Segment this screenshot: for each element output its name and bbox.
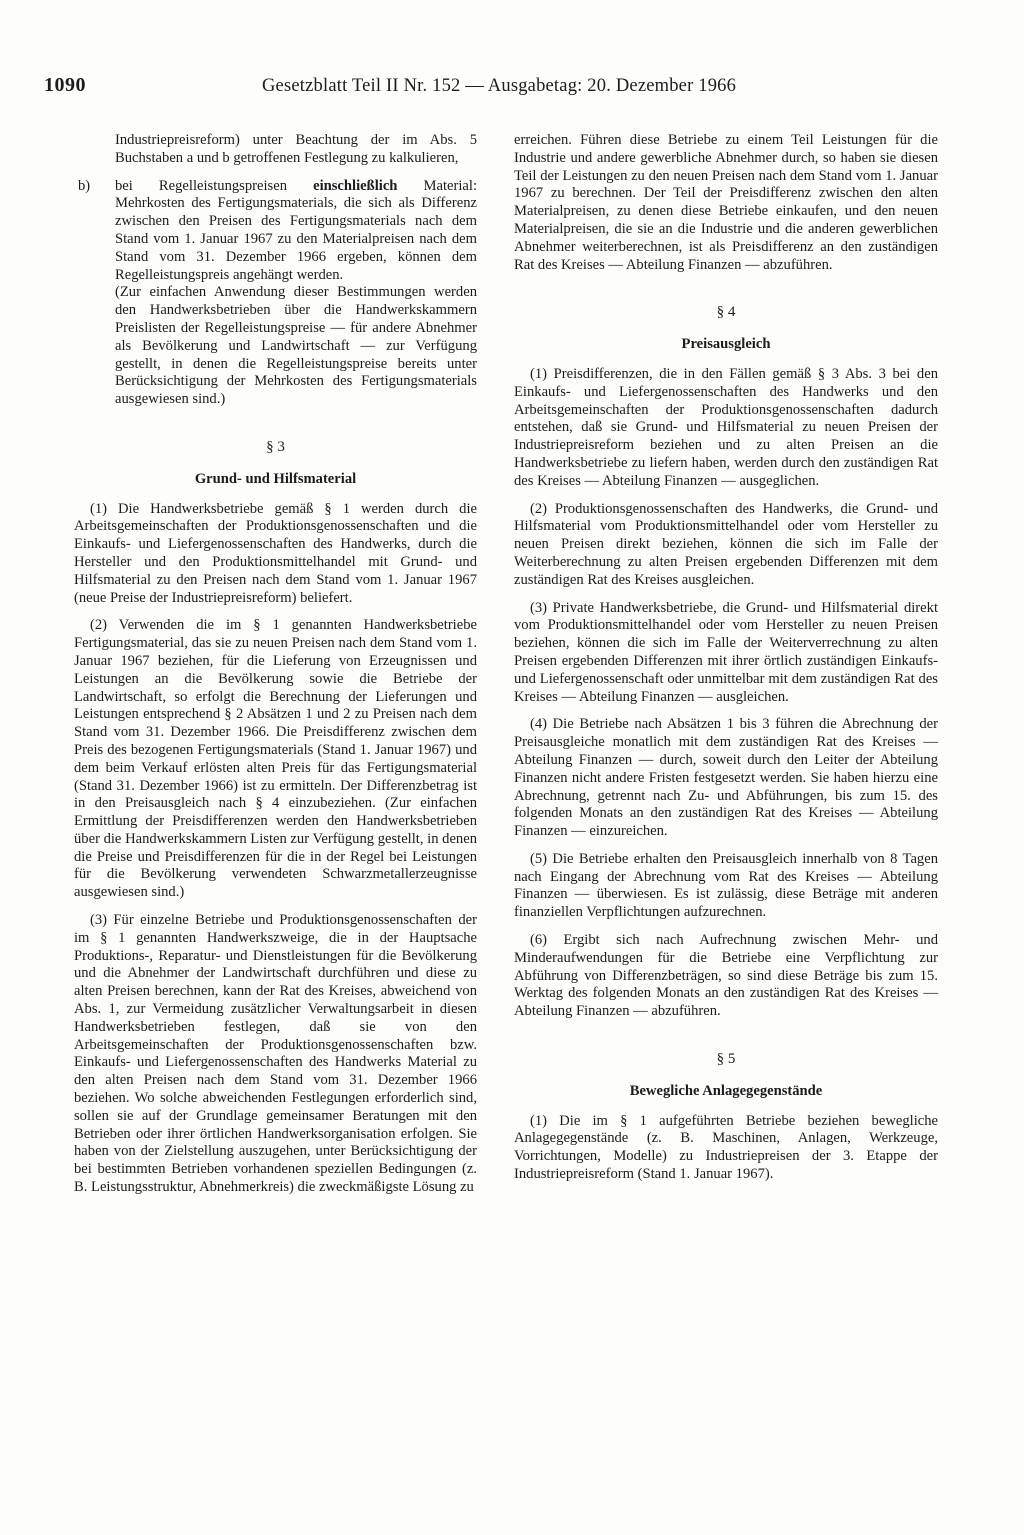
page-number: 1090 xyxy=(44,74,86,96)
continued-paragraph: erreichen. Führen diese Betriebe zu einem Teil Leistungen für die Industrie und andere gewerbliche Abnehmer durch, so haben sie diesen Teil der Leistungen zu den neuen Preisen nach dem Stand vom 1. Januar 1967 zu berechnen. Der Teil der Preisdifferenz zwischen den alten Materialpreisen, zu denen diese Betriebe einkaufen, und den neuen Materialpreisen, die sie an die Industrie und die anderen gewerblichen Abnehmer weiterberechnen, ist als Preisdifferenz an den zuständigen Rat des Kreises — Abteilung Finanzen — abzuführen. xyxy=(514,132,938,273)
left-column xyxy=(74,132,477,1197)
right-column xyxy=(514,132,938,1184)
paragraph: (1) Preisdifferenzen, die in den Fällen gemäß § 3 Abs. 3 bei den Einkaufs- und Liefergenossenschaften des Handwerks und den Arbeitsgemeinschaften der Produktionsgenossenschaften dadurch entstehen, daß sie Grund- und Hilfsmaterial zu neuen Preisen der Industriepreisreform beziehen und zu alten Preisen an die Handwerksbetriebe zu liefern haben, werden durch den zuständigen Rat des Kreises — Abteilung Finanzen — ausgeglichen. xyxy=(514,365,938,489)
page-header-title: Gesetzblatt Teil II Nr. 152 — Ausgabetag: 20. Dezember 1966 xyxy=(262,76,737,96)
list-item-text-end: Material: Mehrkosten des Fertigungsmaterials, die sich als Differenz zwischen den Preisen des Fertigungsmaterials nach dem Stand vom 1. Januar 1967 zu den Materialpreisen nach dem Stand vom 31. Dezember 1966 ergeben, können dem Regelleistungspreis angehängt werden. xyxy=(115,177,477,283)
continued-paragraph: Industriepreisreform) unter Beachtung der im Abs. 5 Buchstaben a und b getroffenen Festlegung zu kalkulieren, xyxy=(115,132,477,166)
section-4-number: § 4 xyxy=(716,304,736,321)
paragraph: (2) Produktionsgenossenschaften des Handwerks, die Grund- und Hilfsmaterial vom Produktionsmittelhandel oder vom Hersteller zu neuen Preisen direkt beziehen, können die sich im Falle der Weiterberechnung zu alten Preisen ergebenden Differenzen mit dem zuständigen Rat des Kreises ausgleichen. xyxy=(514,500,938,588)
list-item-b xyxy=(74,178,477,409)
paragraph: (6) Ergibt sich nach Aufrechnung zwischen Mehr- und Minderaufwendungen für die Betriebe eine Verpflichtung zur Abführung von Differenzbeträgen, so sind diese Beträge bis zum 15. Werktag des folgenden Monats an den zuständigen Rat des Kreises — Abteilung Finanzen — abzuführen. xyxy=(514,932,938,1020)
list-item-note: (Zur einfachen Anwendung dieser Bestimmungen werden den Handwerksbetrieben über die Handwerkskammern Preislisten der Regelleistungspreise — für andere Abnehmer als Bevölkerung und Landwirtschaft — zur Verfügung gestellt, in denen die Regelleistungspreise bereits unter Berücksichtigung der Mehrkosten des Fertigungsmaterials ausgewiesen sind.) xyxy=(115,284,477,408)
paragraph: (5) Die Betriebe erhalten den Preisausgleich innerhalb von 8 Tagen nach Eingang der Abrechnung vom Rat des Kreises — Abteilung Finanzen — überwiesen. Es ist zulässig, diese Beträge mit anderen finanziellen Verpflichtungen aufzurechnen. xyxy=(514,850,938,921)
paragraph: (4) Die Betriebe nach Absätzen 1 bis 3 führen die Abrechnung der Preisausgleiche monatlich mit dem zuständigen Rat des Kreises — Abteilung Finanzen — durch, soweit durch den Leiter der Abteilung Finanzen nicht andere Fristen festgesetzt werden. Sie haben hierzu eine Abrechnung, getrennt nach Zu- und Abführungen, bis zum 15. des folgenden Monats an den zuständigen Rat des Kreises — Abteilung Finanzen — einzureichen. xyxy=(514,716,938,840)
list-marker: b) xyxy=(78,177,91,194)
section-3-number: § 3 xyxy=(266,438,285,455)
section-3-title: Grund- und Hilfsmaterial xyxy=(194,470,357,487)
paragraph: (1) Die im § 1 aufgeführten Betriebe beziehen bewegliche Anlagegegenstände (z. B. Maschinen, Anlagen, Werkzeuge, Vorrichtungen, Modelle) zu Industriepreisen der 3. Etappe der Industriepreisreform (Stand 1. Januar 1967). xyxy=(514,1112,938,1183)
list-item-text-start: bei Regelleistungspreisen xyxy=(115,177,314,194)
paragraph: (3) Private Handwerksbetriebe, die Grund- und Hilfsmaterial direkt vom Produktionsmittelhandel oder vom Hersteller zu neuen Preisen beziehen, können die sich im Falle der Weiterverrechnung zu alten Preisen ergebenden Differenzen mit ihrer örtlich zuständigen Einkaufs- und Liefergenossenschaft oder unmittelbar mit dem zuständigen Rat des Kreises — Abteilung Finanzen — ausgleichen. xyxy=(514,599,938,705)
paragraph: (2) Verwenden die im § 1 genannten Handwerksbetriebe Fertigungsmaterial, das sie zu neuen Preisen nach dem Stand vom 1. Januar 1967 beziehen, für die Lieferung von Erzeugnissen und Leistungen an die Bevölkerung sowie die Betriebe der Landwirtschaft, so erfolgt die Berechnung der Lieferungen und Leistungen entsprechend § 2 Absätzen 1 und 2 zu Preisen nach dem Stand vom 31. Dezember 1966. Die Preisdifferenz zwischen dem Preis des bezogenen Fertigungsmaterials (Stand 1. Januar 1967) und dem beim Verkauf erlösten alten Preis für das Fertigungsmaterial (Stand 31. Dezember 1966) ist zu ermitteln. Der Differenzbetrag ist in den Preisausgleich nach § 4 einzubeziehen. (Zur einfachen Ermittlung der Preisdifferenzen werden den Handwerksbetrieben über die Handwerkskammern Listen zur Verfügung gestellt, in denen die Preise und Preisdifferenzen für die in der Regel bei Leistungen für die Bevölkerung verwendeten Schwarzmetallerzeugnisse ausgewiesen sind.) xyxy=(74,617,477,901)
paragraph: (3) Für einzelne Betriebe und Produktionsgenossenschaften der im § 1 genannten Handwerkszweige, die in der Hauptsache Produktions-, Reparatur- und Dienstleistungen für die Bevölkerung und die Abnehmer der Landwirtschaft durchführen und diese zu alten Preisen berechnen, kann der Rat des Kreises, abweichend von Abs. 1, zur Vermeidung zusätzlicher Verwaltungsarbeit in diesen Handwerksbetrieben festlegen, daß sie von den Arbeitsgemeinschaften der Produktionsgenossenschaften bzw. Einkaufs- und Liefergenossenschaften des Handwerks Material zu den alten Preisen nach dem Stand vom 31. Dezember 1966 beziehen. Wo solche abweichenden Festlegungen erforderlich sind, sollen sie auf der Grundlage gemeinsamer Beratungen mit den Betrieben oder ihrer örtlichen Handwerksorganisation erfolgen. Sie haben von der Zielstellung auszugehen, unter Berücksichtigung der bei bestimmten Betrieben vorhandenen speziellen Bedingungen (z. B. Leistungsstruktur, Abnehmerkreis) die zweckmäßigste Lösung zu xyxy=(74,912,477,1196)
section-4-title: Preisausgleich xyxy=(681,336,771,353)
emphasis-text: einschließlich xyxy=(313,177,398,194)
section-5-title: Bewegliche Anlagegegenstände xyxy=(629,1082,823,1099)
section-5-number: § 5 xyxy=(716,1051,736,1068)
paragraph: (1) Die Handwerksbetriebe gemäß § 1 werden durch die Arbeitsgemeinschaften der Produktionsgenossenschaften und die Einkaufs- und Liefergenossenschaften des Handwerks, durch die Hersteller und den Produktionsmittelhandel mit Grund- und Hilfsmaterial zu den Preisen nach dem Stand vom 1. Januar 1967 (neue Preise der Industriepreisreform) beliefert. xyxy=(74,500,477,606)
